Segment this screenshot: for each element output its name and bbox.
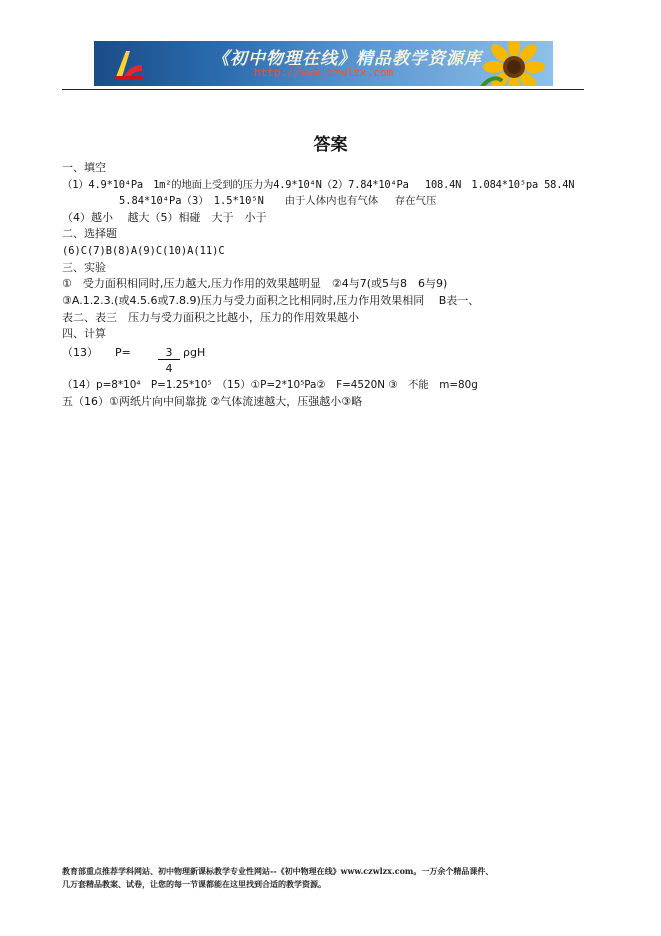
answer-line-3: （4）越小 越大（5）相碰 大于 小于 [62, 211, 267, 224]
banner-url: http://www.czwlzx.com [254, 66, 394, 79]
section-heading-choice: 二、选择题 [62, 227, 117, 240]
formula-denominator: 4 [165, 362, 173, 375]
site-logo-icon [112, 47, 146, 81]
answer-line-exp-2: ③A.1.2.3.(或4.5.6或7.8.9)压力与受力面积之比相同时,压力作用效果相同 B表一、 [62, 294, 480, 307]
banner-title: 《初中物理在线》精品教学资源库 [212, 49, 482, 69]
answer-line-exp-1: ① 受力面积相同时,压力越大,压力作用的效果越明显 ②4与7(或5与8 6与9) [62, 277, 448, 290]
answer-line-2: 5.84*10⁴Pa（3） 1.5*10⁵N 由于人体内也有气体 存在气压 [119, 195, 437, 207]
answer-line-choice: (6)C(7)B(8)A(9)C(10)A(11)C [62, 245, 225, 257]
document-title: 答案 [313, 135, 348, 155]
header-banner [94, 41, 553, 86]
section-heading-calc: 四、计算 [62, 327, 106, 340]
section-heading-experiment: 三、实验 [62, 261, 106, 274]
answer-line-1: （1）4.9*10⁴Pa 1m²的地面上受到的压力为4.9*10⁴N（2）7.84*10⁴Pa 108.4N 1.084*10⁵pa 58.4N [62, 179, 575, 191]
answer-line-section5: 五（16）①两纸片向中间靠拢 ②气体流速越大，压强越小③略 [62, 395, 363, 408]
formula-label: （13） [62, 346, 98, 359]
section-heading-fill: 一、填空 [62, 161, 106, 174]
formula-numerator: 3 [158, 346, 180, 360]
formula-rhs: ρgH [183, 346, 206, 359]
footer-line-2: 几万套精品教案、试卷，让您的每一节课都能在这里找到合适的教学资源。 [62, 879, 326, 889]
answer-line-exp-3: 表二、表三 压力与受力面积之比越小，压力的作用效果越小 [62, 311, 359, 324]
answer-line-calc: （14）p=8*10⁴ P=1.25*10⁵ （15）①P=2*10⁵Pa② F=4520N ③ 不能 m=80g [62, 379, 478, 391]
footer-line-1: 教育部重点推荐学科网站、初中物理新课标教学专业性网站--《初中物理在线》www.czwlzx.com。一万余个精品课件、 [62, 866, 494, 876]
header-rule [62, 89, 584, 90]
sunflower-icon [474, 41, 553, 86]
formula-lhs: P= [115, 346, 131, 359]
